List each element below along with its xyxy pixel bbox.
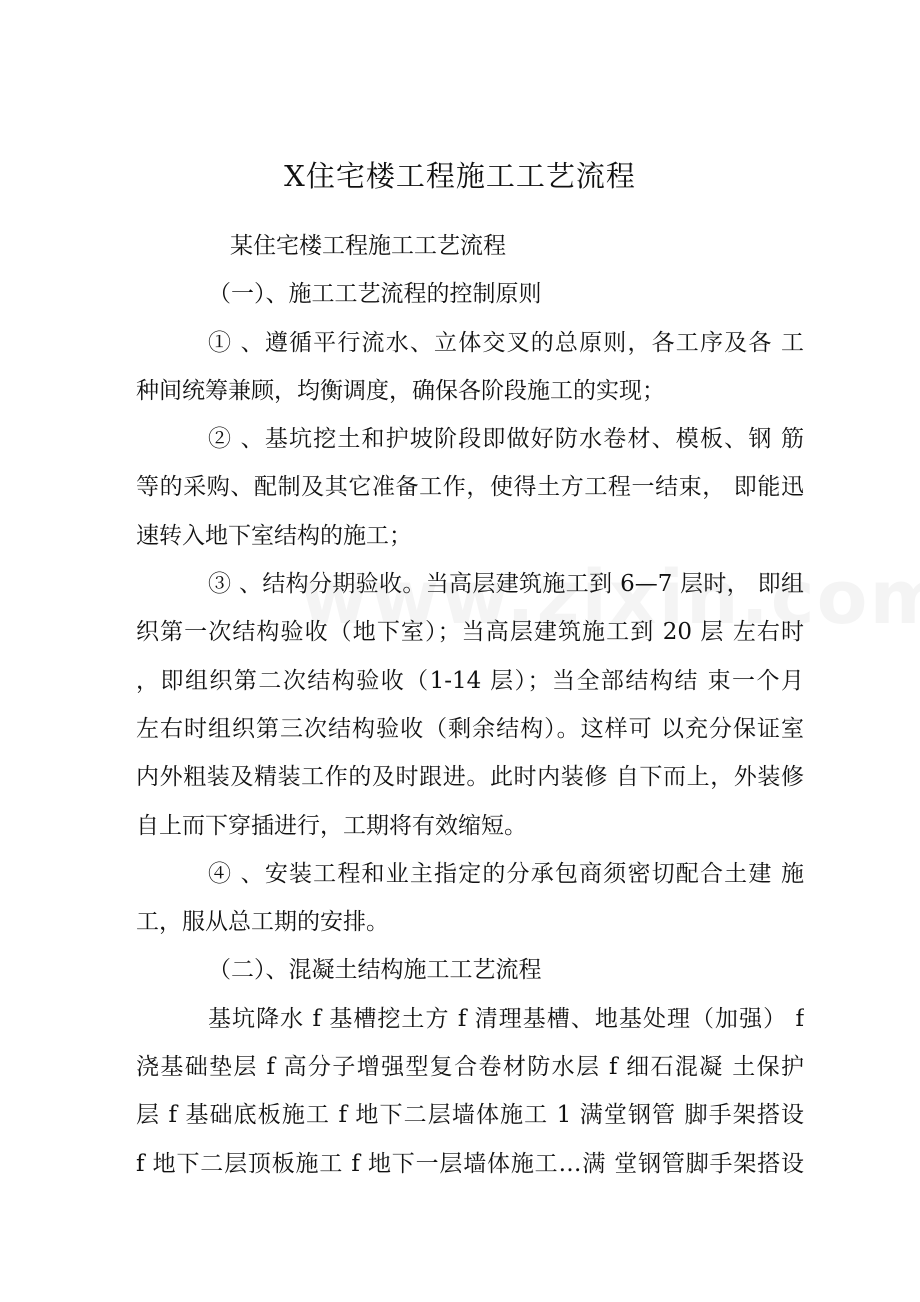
paragraph-line: f 地下二层顶板施工 f 地下一层墙体施工…满 堂钢管脚手架搭设 bbox=[136, 1150, 804, 1177]
paragraph-line: 速转入地下室结构的施工； bbox=[136, 522, 412, 549]
paragraph-line: 工，服从总工期的安排。 bbox=[136, 909, 389, 936]
paragraph-line: 基坑降水 f 基槽挖土方 f 清理基槽、地基处理（加强） f bbox=[208, 1005, 804, 1032]
paragraph-line: ② 、基坑挖土和护坡阶段即做好防水卷材、模板、钢 筋 bbox=[208, 426, 804, 453]
document-title: X住宅楼工程施工工艺流程 bbox=[284, 159, 636, 193]
paragraph-line: 左右时组织第三次结构验收（剩余结构）。这样可 以充分保证室 bbox=[136, 715, 804, 742]
paragraph-line: ③ 、结构分期验收。当高层建筑施工到 6—7 层时， 即组 bbox=[208, 571, 804, 598]
document-body bbox=[136, 222, 804, 1188]
paragraph-line: 种间统筹兼顾，均衡调度，确保各阶段施工的实现； bbox=[136, 377, 665, 404]
paragraph-line: 层 f 基础底板施工 f 地下二层墙体施工 1 满堂钢管 脚手架搭设 bbox=[136, 1102, 804, 1129]
paragraph-line: 自上而下穿插进行，工期将有效缩短。 bbox=[136, 812, 527, 839]
section-heading-2: （二）、混凝土结构施工工艺流程 bbox=[208, 957, 542, 984]
paragraph-line: 浇基础垫层 f 高分子增强型复合卷材防水层 f 细石混凝 土保护 bbox=[136, 1054, 804, 1081]
paragraph-line: ④ 、安装工程和业主指定的分承包商须密切配合土建 施 bbox=[208, 860, 804, 887]
paragraph-line: ① 、遵循平行流水、立体交叉的总原则，各工序及各 工 bbox=[208, 329, 804, 356]
paragraph-line: 织第一次结构验收（地下室）；当高层建筑施工到 20 层 左右时 bbox=[136, 619, 804, 646]
section-heading-1: （一）、施工工艺流程的控制原则 bbox=[208, 281, 542, 308]
paragraph-line: 内外粗装及精装工作的及时跟进。此时内装修 自下而上，外装修 bbox=[136, 764, 804, 791]
subtitle-line: 某住宅楼工程施工工艺流程 bbox=[230, 233, 506, 259]
paragraph-line: 等的采购、配制及其它准备工作，使得土方工程一结束， 即能迅 bbox=[136, 474, 804, 501]
paragraph-line: ，即组织第二次结构验收（1-14 层）；当全部结构结 束一个月 bbox=[136, 667, 804, 694]
